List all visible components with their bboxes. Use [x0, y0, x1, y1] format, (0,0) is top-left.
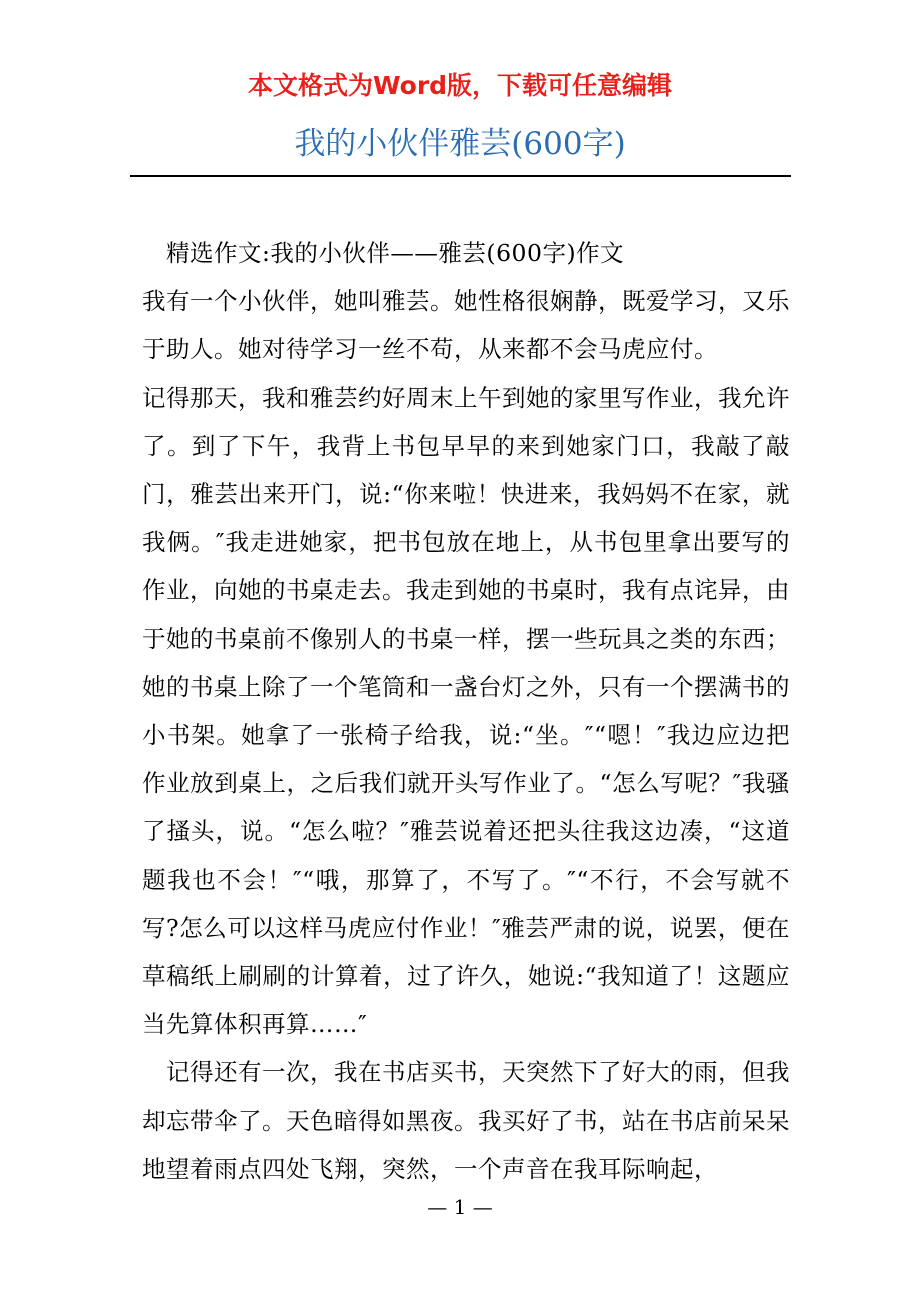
page-number: — 1 — [427, 1195, 493, 1219]
paragraph-intro: 精选作文:我的小伙伴——雅芸(600字)作文 [166, 239, 625, 267]
title-divider [130, 175, 791, 177]
paragraph-3: 记得还有一次，我在书店买书，天突然下了好大的雨，但我却忘带伞了。天色暗得如黑夜。我买好了书，站在书店前呆呆地望着雨点四处飞翔，突然，一个声音在我耳际响起， [142, 1058, 790, 1183]
paragraph-1: 我有一个小伙伴，她叫雅芸。她性格很娴静，既爱学习，又乐于助人。她对待学习一丝不苟，从来都不会马虎应付。 [142, 287, 790, 364]
paragraph-2: 记得那天，我和雅芸约好周末上午到她的家里写作业，我允许了。到了下午，我背上书包早早的来到她家门口，我敲了敲门，雅芸出来开门，说:“你来啦！快进来，我妈妈不在家，就我俩。″我走进她家，把书包放在地上，从书包里拿出要写的作业，向她的书桌走去。我走到她的书桌时，我有点诧异，由于她的书桌前不像别人的书桌一样，摆一些玩具之类的东西；她的书桌上除了一个笔筒和一盏台灯之外，只有一个摆满书的小书架。她拿了一张椅子给我，说:“坐。″“嗯！″我边应边把作业放到桌上，之后我们就开头写作业了。“怎么写呢？″我骚了搔头，说。“怎么啦？″雅芸说着还把头往我这边凑，“这道题我也不会！″“哦，那算了，不写了。″“不行，不会写就不写?怎么可以这样马虎应付作业！″雅芸严肃的说，说罢，便在草稿纸上刷刷的计算着，过了许久，她说:“我知道了！这题应当先算体积再算……″ [142, 383, 790, 1039]
format-banner: 本文格式为Word版，下载可任意编辑 [247, 71, 673, 100]
article-body [142, 229, 790, 1193]
page-title: 我的小伙伴雅芸(600字) [294, 126, 626, 162]
